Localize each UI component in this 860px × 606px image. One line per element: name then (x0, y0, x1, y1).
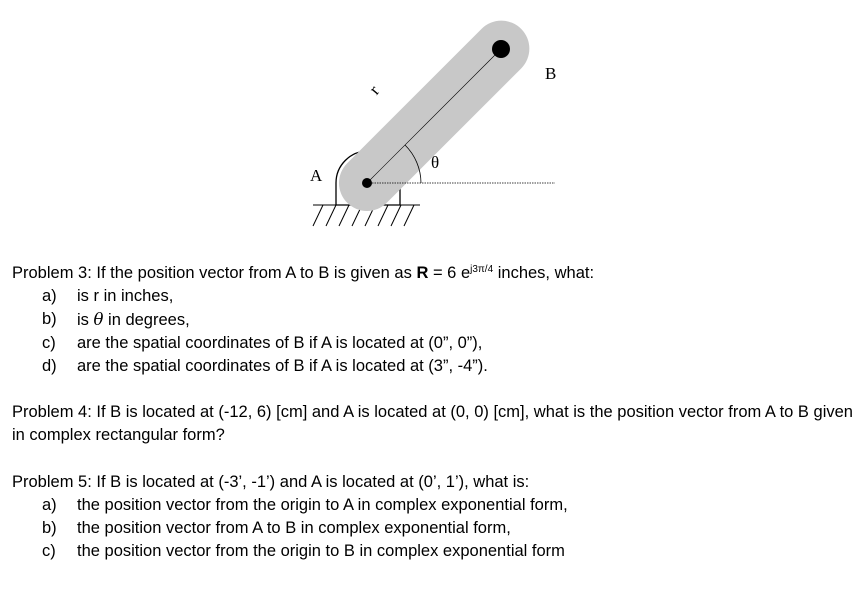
item-text: is r in inches, (77, 287, 174, 305)
problem-3-prefix: Problem 3: If the position vector from A to B is given as (12, 264, 417, 282)
problem-4-statement: Problem 4: If B is located at (-12, 6) [cm] and A is located at (0, 0) [cm], what is the position vector from A to B given in complex rectangular form? (12, 403, 853, 444)
item-marker: b) (42, 519, 57, 537)
list-item (12, 332, 857, 355)
list-item (12, 285, 857, 308)
item-marker: c) (42, 334, 56, 352)
item-text: are the spatial coordinates of B if A is located at (3”, -4”). (77, 357, 488, 375)
problem-3-items (12, 285, 857, 378)
list-item (12, 494, 857, 517)
item-marker: c) (42, 542, 56, 560)
vector-r-symbol: R (416, 264, 429, 282)
problem-3 (12, 262, 857, 378)
problem-3-suffix: inches, what: (493, 264, 595, 282)
point-b-dot (492, 40, 510, 58)
item-text: the position vector from the origin to A in complex exponential form, (77, 496, 568, 514)
item-text-prefix: is (77, 311, 94, 329)
pivot-a-dot (362, 178, 372, 188)
item-marker: b) (42, 310, 57, 328)
list-item (12, 517, 857, 540)
list-item (12, 308, 857, 332)
theta-symbol: θ (93, 310, 104, 329)
list-item (12, 355, 857, 378)
label-r: r (365, 81, 384, 99)
problem-4 (12, 401, 857, 447)
label-a: A (310, 166, 323, 185)
problem-5-items (12, 494, 857, 563)
item-marker: a) (42, 496, 57, 514)
item-marker: d) (42, 357, 57, 375)
problem-5-statement: Problem 5: If B is located at (-3’, -1’) and A is located at (0’, 1’), what is: (12, 473, 530, 491)
link-diagram (0, 0, 860, 250)
label-theta: θ (431, 153, 440, 172)
equation-value: = 6 e (428, 264, 471, 282)
problem-text (12, 262, 857, 563)
equation-exponent: j3π/4 (470, 264, 494, 275)
item-text-suffix: in degrees, (103, 311, 190, 329)
item-text: the position vector from A to B in complex exponential form, (77, 519, 511, 537)
problem-3-statement (12, 262, 857, 285)
list-item (12, 540, 857, 563)
label-b: B (545, 64, 557, 83)
item-marker: a) (42, 287, 57, 305)
problem-5 (12, 471, 857, 563)
item-text: the position vector from the origin to B in complex exponential form (77, 542, 565, 560)
item-text: are the spatial coordinates of B if A is located at (0”, 0”), (77, 334, 483, 352)
